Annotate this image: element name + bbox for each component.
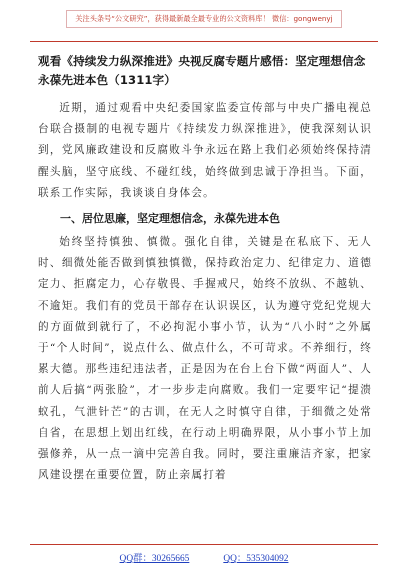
footer-divider (30, 544, 378, 545)
promo-banner-text: 关注头条号“公文研究”，获得最新最全最专业的公文资料库！ 微信：gongwenyj (66, 10, 341, 28)
section-paragraph: 始终坚持慎独、慎微。强化自律，关键是在私底下、无人时、细微处能否做到慎独慎微，保持政治定力、纪律定力、道德定力、拒腐定力，心存敬畏、手握戒尺，始终不放纵、不越轨、不逾矩。我们有的党员干部存在认识误区，认为遵守党纪党规大的方面做到就行了，不必拘泥小事小节，认为“八小时”之外属于“个人时间”，说点什么、做点什么，不可苛求。不养细行，终累大德。那些违纪违法者，正是因为在台上台下做“两面人”、人前人后搞“两张脸”，才一步步走向腐败。我们一定要牢记“提溃蚁孔，气泄针芒”的古训，在无人之时慎守自律，于细微之处常自省，在思想上划出红线，在行动上明确界限，从小事小节上加强修养，从一点一滴中完善自我。同时，要注重廉洁齐家，把家风建设摆在重要位置，防止亲属打着 (38, 236, 372, 482)
top-banner (0, 4, 408, 34)
qq-contact-link[interactable]: QQ：535304092 (223, 554, 289, 564)
header-divider (30, 41, 378, 42)
document-body (38, 52, 372, 486)
qq-group-link[interactable]: QQ群：30265665 (119, 554, 190, 564)
document-title: 观看《持续发力纵深推进》央视反腐专题片感悟：坚定理想信念永葆先进本色（1311字） (38, 54, 366, 87)
section-heading: 一、居位思廉，坚定理想信念，永葆先进本色 (60, 212, 280, 226)
footer (0, 550, 408, 564)
intro-paragraph: 近期，通过观看中央纪委国家监委宣传部与中央广播电视总台联合摄制的电视专题片《持续发力纵深推进》，使我深刻认识到，党风廉政建设和反腐败斗争永远在路上我们必须始终保持清醒头脑，坚守底线、不碰红线，始终做到忠诚于净担当。下面，联系工作实际，我谈谈自身体会。 (38, 102, 372, 199)
